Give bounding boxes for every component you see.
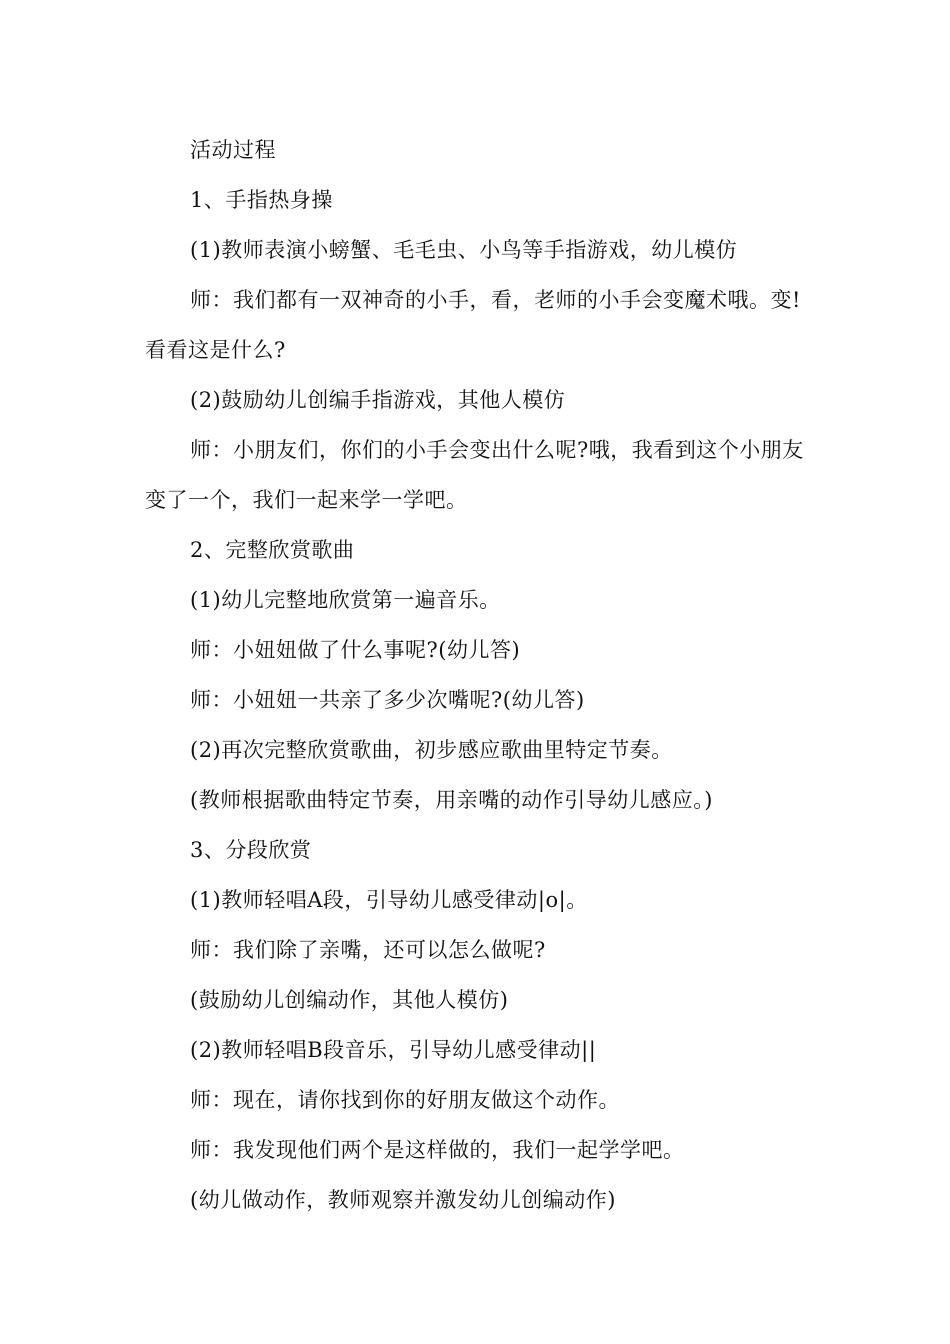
paragraph: (1)教师轻唱A段，引导幼儿感受律动|o|。 (190, 888, 588, 912)
document-body (145, 125, 815, 1225)
paragraph: 师：现在，请你找到你的好朋友做这个动作。 (190, 1088, 620, 1112)
paragraph: 师：小妞妞做了什么事呢?(幼儿答) (190, 638, 521, 662)
step-heading-3: 3、分段欣赏 (190, 838, 312, 862)
paragraph: (2)鼓励幼儿创编手指游戏，其他人模仿 (190, 388, 566, 412)
paragraph: 师：我们都有一双神奇的小手，看，老师的小手会变魔术哦。变!看看这是什么? (145, 288, 801, 362)
paragraph: 师：我发现他们两个是这样做的，我们一起学学吧。 (190, 1138, 685, 1162)
step-heading-2: 2、完整欣赏歌曲 (190, 538, 355, 562)
paragraph: 师：小朋友们，你们的小手会变出什么呢?哦，我看到这个小朋友变了一个，我们一起来学一学吧。 (145, 438, 804, 512)
paragraph: 师：小妞妞一共亲了多少次嘴呢?(幼儿答) (190, 688, 585, 712)
paragraph: (2)教师轻唱B段音乐，引导幼儿感受律动|| (190, 1038, 597, 1062)
paragraph: (1)幼儿完整地欣赏第一遍音乐。 (190, 588, 501, 612)
paragraph: 师：我们除了亲嘴，还可以怎么做呢? (190, 938, 546, 962)
paragraph: (1)教师表演小螃蟹、毛毛虫、小鸟等手指游戏，幼儿模仿 (190, 238, 738, 262)
paragraph: (鼓励幼儿创编动作，其他人模仿) (190, 988, 509, 1012)
paragraph: (教师根据歌曲特定节奏，用亲嘴的动作引导幼儿感应。) (190, 788, 713, 812)
step-heading-1: 1、手指热身操 (190, 188, 333, 212)
paragraph: (2)再次完整欣赏歌曲，初步感应歌曲里特定节奏。 (190, 738, 673, 762)
paragraph: (幼儿做动作，教师观察并激发幼儿创编动作) (190, 1188, 616, 1212)
section-heading-activity-process: 活动过程 (190, 138, 276, 162)
